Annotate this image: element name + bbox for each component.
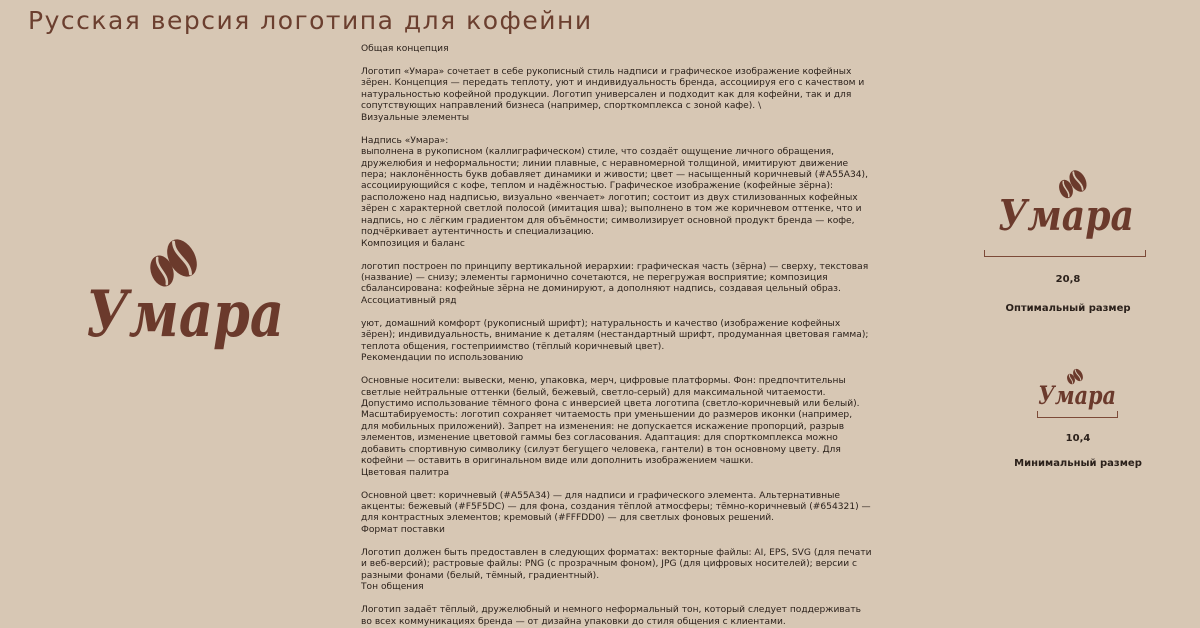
text-paragraph: уют, домашний комфорт (рукописный шрифт); натуральность и качество (изображение кофейных зёрен); индивидуальность, внимание к деталям (нестандартный шрифт, продуманная цветовая гамма); теплота общения, гостеприимство (тёплый коричневый цвет). Рекомендации по использованию: [361, 318, 869, 364]
text-paragraph: Основные носители: вывески, меню, упаковка, мерч, цифровые платформы. Фон: предпочтительны светлые нейтральные оттенки (белый, бежевый, светло-серый) для максимальной читаемости. Допустимо использование тёмного фона с инверсией цвета логотипа (светло-коричневый или белый). Масштабируемость: логотип сохраняет читаемость при уменьшении до размеров иконки (например, для мобильных приложений). Запрет на изменения: не допускается искажение пропорций, разрыв элементов, изменение цветовой гаммы без согласования. Адаптация: для спорткомплекса можно добавить спортивную символику (силуэт бегущего человека, гантели) в тон основному цвету. Для кофейни — оставить в оригинальном виде или дополнить изображением чашки. Цветовая палитра: [361, 376, 860, 478]
text-paragraph: Логотип «Умара» сочетает в себе рукописный стиль надписи и графическое изображение кофейных зёрен. Концепция — передать теплоту, уют и индивидуальность бренда, ассоциируя его с качеством и натуральностью кофейной продукции. Логотип универсален и подходит как для кофейни, так и для сопутствующих направлений бизнеса (например, спорткомплекса с зоной кафе). \ Визуальные элементы: [361, 66, 865, 123]
text-paragraph: Надпись «Умара»: выполнена в рукописном (каллиграфическом) стиле, что создаёт ощущение личного обращения, дружелюбия и неформальности; линии плавные, с неравномерной толщиной, имитируют движение пера; наклонённость букв добавляет динамики и живости; цвет — насыщенный коричневый (#A55A34), ассоциирующийся с кофе, теплом и надёжностью. Графическое изображение (кофейные зёрна): расположено над надписью, визуально «венчает» логотип; состоит из двух стилизованных кофейных зёрен с характерной светлой полосой (имитация шва); выполнено в том же коричневом оттенке, что и надпись, но с лёгким градиентом для объёмности; символизирует основной продукт бренда — кофе, подчёркивает аутентичность и специализацию. Композиция и баланс: [361, 135, 868, 249]
size-scale-bar: [1037, 411, 1118, 418]
logo-wordmark: Умара: [1038, 381, 1116, 410]
text-paragraph: Основной цвет: коричневый (#A55A34) — для надписи и графического элемента. Альтернативные акценты: бежевый (#F5F5DC) — для фона, создания тёплой атмосферы; тёмно-коричневый (#654321) — для контрастных элементов; кремовый (#FFFDD0) — для светлых фоновых решений. Формат поставки: [361, 490, 871, 535]
logo-optimal: [998, 168, 1138, 250]
minimum-size-label: Минимальный размер: [1014, 458, 1142, 469]
text-paragraph: Логотип должен быть предоставлен в следующих форматах: векторные файлы: AI, EPS, SVG (для печати и веб-версий); растровые файлы: PNG (с прозрачным фоном), JPG (для цифровых носителей); версии с разными фонами (белый, тёмный, градиентный). Тон общения: [361, 547, 872, 593]
size-scale-bar: [984, 250, 1146, 257]
logo-wordmark: Умара: [86, 277, 284, 352]
page-title: Русская версия логотипа для кофейни: [28, 6, 593, 35]
logo-wordmark: Умара: [998, 191, 1134, 240]
text-paragraph: Общая концепция: [361, 44, 449, 54]
logo-large: [86, 236, 286, 371]
text-paragraph: Логотип задаёт тёплый, дружелюбный и немного неформальный тон, который следует поддерживать во всех коммуникациях бренда — от дизайна упаковки до стиля общения с клиентами.: [361, 605, 861, 627]
optimal-size-label: Оптимальный размер: [1005, 303, 1131, 314]
text-paragraph: логотип построен по принципу вертикальной иерархии: графическая часть (зёрна) — сверху, текстовая (название) — снизу; элементы гармонично сочетаются, не перегружая восприятие; композиция сбалансирована: кофейные зёрна не доминируют, а дополняют надпись, создавая цельный образ. Ассоциативный ряд: [361, 261, 869, 306]
logo-minimum: [1038, 366, 1120, 412]
concept-text: [361, 44, 921, 628]
optimal-size-value: 20,8: [1055, 274, 1081, 285]
minimum-size-value: 10,4: [1065, 433, 1091, 444]
